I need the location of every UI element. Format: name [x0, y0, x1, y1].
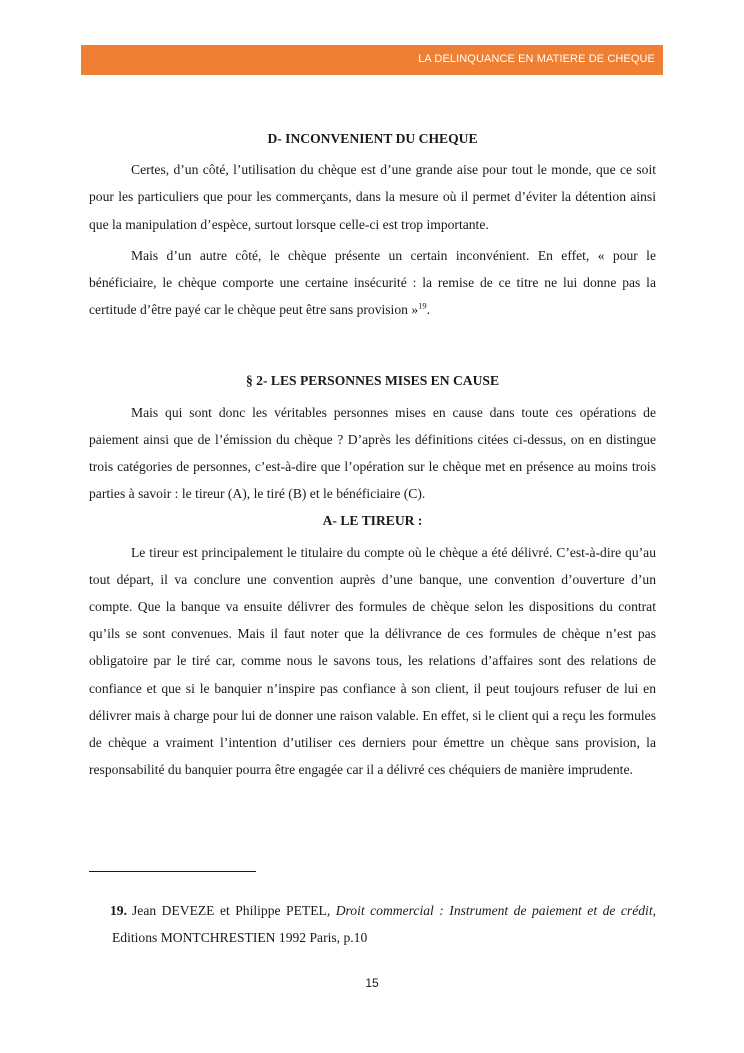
- footnote-separator: [89, 871, 256, 872]
- footnote-reference: 19: [418, 300, 427, 311]
- footnote-number: 19.: [110, 903, 127, 918]
- footnote: [112, 897, 656, 951]
- section-d-paragraph-2-end: .: [426, 302, 431, 318]
- section-d-paragraph-2-text: Mais d’un autre côté, le chèque présente un certain inconvénient. En effet, « pour le bénéficiaire, le chèque comporte une certaine insécurité : la remise de ce titre ne lui donne pas la certitude d’être payé car le chèque peut être sans provision »: [89, 247, 656, 318]
- footnote-details: , Editions MONTCHRESTIEN 1992 Paris, p.10: [112, 903, 656, 945]
- header-title: LA DELINQUANCE EN MATIERE DE CHEQUE: [418, 53, 655, 65]
- section-d-paragraph-1: Certes, d’un côté, l’utilisation du chèque est d’une grande aise pour tout le monde, que ce soit pour les particuliers que pour les commerçants, dans la mesure où il permet d’éviter la détention ainsi que la manipulation d’espèce, surtout lorsque celle-ci est trop importante.: [89, 162, 656, 232]
- section-2-paragraph: Mais qui sont donc les véritables personnes mises en cause dans toute ces opérations de paiement ainsi que de l’émission du chèque ? D’après les définitions citées ci-dessus, on en distingue trois catégories de personnes, c’est-à-dire que l’opération sur le chèque met en présence au moins trois parties à savoir : le tireur (A), le tiré (B) et le bénéficiaire (C).: [89, 404, 656, 502]
- section-a-heading: A- LE TIREUR :: [322, 513, 423, 529]
- section-d-paragraph-2: [89, 242, 656, 324]
- section-d-heading: D- INCONVENIENT DU CHEQUE: [267, 131, 478, 146]
- footnote-title: Droit commercial : Instrument de paiement et de crédit: [335, 903, 653, 918]
- page-number: 15: [365, 976, 379, 990]
- section-a-paragraph: Le tireur est principalement le titulaire du compte où le chèque a été délivré. C’est-à-dire qu’au tout départ, il va conclure une convention auprès d’une banque, une convention d’ouverture d’un compte. Que la banque va ensuite délivrer des formules de chèque selon les dispositions du contrat qu’ils se sont convenues. Mais il faut noter que la délivrance de ces formules de chèque n’est pas obligatoire par le tiré car, comme nous le savons tous, les relations d’affaires sont des relations de confiance et que si le banquier n’inspire pas confiance à son client, il peut toujours refuser de lui en délivrer mais à charge pour lui de donner une raison valable. En effet, si le client qui a reçu les formules de chèque a vraiment l’intention d’utiliser ces derniers pour émettre un chèque sans provision, la responsabilité du banquier pourra être engagée car il a délivré ces chéquiers de manière imprudente.: [89, 544, 656, 778]
- page-content: [89, 125, 656, 783]
- footnote-authors: Jean DEVEZE et Philippe PETEL,: [132, 903, 336, 918]
- section-2-heading: § 2- LES PERSONNES MISES EN CAUSE: [245, 373, 500, 389]
- header-band: [81, 45, 663, 75]
